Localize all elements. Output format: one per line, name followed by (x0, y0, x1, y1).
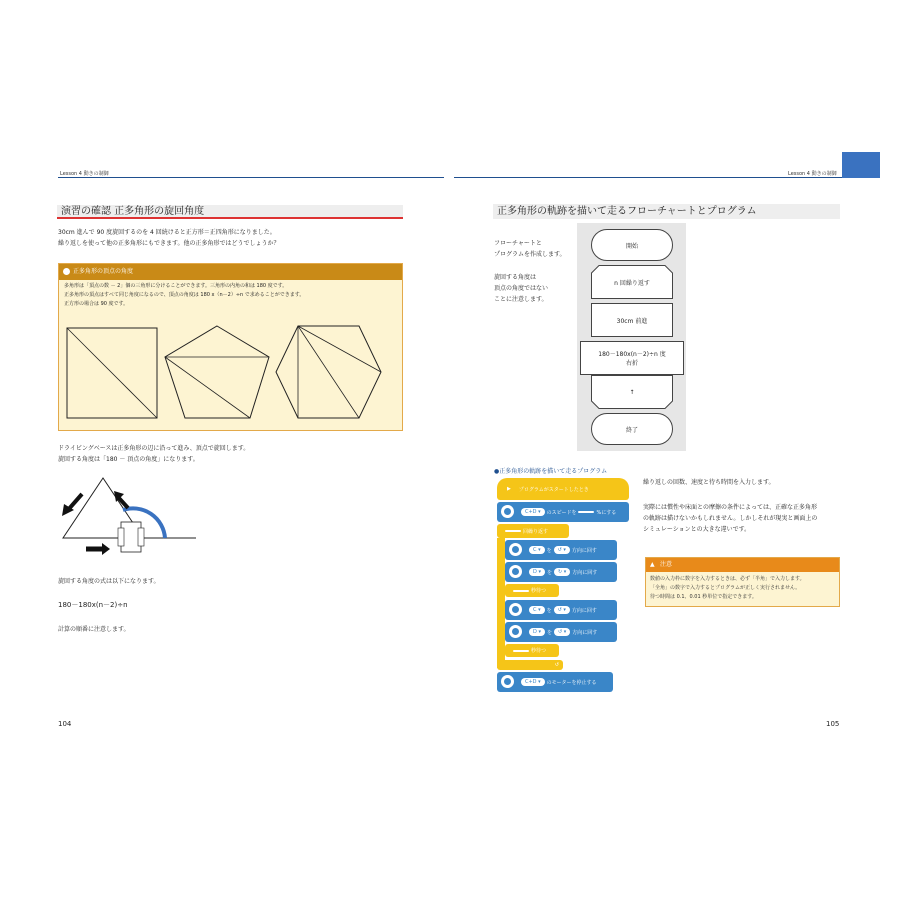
formula-intro: 旋回する角度の式は以下になります。 (58, 578, 160, 585)
turn-angle-diagram (58, 470, 208, 570)
intro-line: 30cm 進んで 90 度旋回するのを 4 回続けると正方形＝正四角形になりました。 (58, 229, 276, 236)
desc-line: 旋回する角度は (494, 274, 537, 281)
wait-block[interactable] (505, 644, 559, 657)
formula: 180－180x(n－2)÷n (58, 601, 128, 609)
start-block-label: プログラムがスタートしたとき (518, 486, 589, 493)
wait-label: 秒待つ (531, 588, 547, 594)
start-block[interactable] (497, 478, 629, 500)
desc-line: ことに注意します。 (494, 296, 548, 303)
flow-loop-end: ↑ (629, 388, 635, 396)
flow-desc-1 (494, 238, 565, 260)
motor-c-run-block[interactable] (505, 600, 617, 620)
warning-icon: ▲ (650, 561, 655, 568)
to-label: を (546, 569, 552, 576)
hexagon-diagram (276, 326, 381, 418)
motor-port-dropdown[interactable]: C ▾ (529, 606, 545, 614)
wait-block[interactable] (505, 584, 559, 597)
reality-line: シミュレーションとの大きな違いです。 (643, 526, 751, 533)
repeat-end (497, 660, 563, 670)
caution-line: 待つ時間は 0.1、0.01 秒単位で指定できます。 (650, 594, 757, 600)
bulb-icon (63, 268, 70, 275)
direction-dropdown[interactable]: ↻ ▾ (554, 568, 570, 576)
right-section-title: 正多角形の軌跡を描いて走るフローチャートとプログラム (493, 204, 840, 219)
speed-unit: %にする (596, 509, 617, 516)
input-instruction: 繰り返しの回数、速度と待ち時間を入力します。 (643, 479, 775, 486)
left-intro (58, 227, 280, 249)
speed-label: のスピードを (546, 509, 577, 516)
dir-label: 方向に回す (572, 629, 598, 636)
flow-desc-2 (494, 272, 548, 305)
wait-input[interactable] (513, 590, 529, 592)
reality-line: の軌跡は描けないかもしれません。しかしそれが現実と画面上の (643, 515, 818, 522)
caution-line: 「全角」の数字で入力するとプログラムが正しく実行されません。 (650, 585, 801, 591)
page-number-left: 104 (58, 720, 72, 728)
note-text (64, 282, 304, 309)
motor-port-dropdown[interactable]: D ▾ (529, 568, 545, 576)
note-line: 正方形の場合は 90 度です。 (64, 301, 129, 307)
polygon-diagrams (59, 314, 404, 432)
caution-line: 数値の入力枠に数字を入力するときは、必ず「半角」で入力します。 (650, 576, 805, 582)
caution-box (645, 557, 840, 607)
flow-loop: n 回繰り返す (614, 279, 650, 287)
loop-arrow-icon: ↺ (554, 662, 559, 668)
motor-wheel-icon (509, 625, 522, 638)
speed-input[interactable] (578, 511, 594, 513)
flow-forward: 30cm 前進 (591, 303, 673, 337)
note-line: 正多角形の頂点はすべて同じ角度になるので、頂点の角度は 180 x（n－2）÷n で求めることができます。 (64, 292, 305, 298)
caution-text (650, 575, 805, 602)
reality-line: 実際には慣性や床面との摩擦の条件によっては、正確な正多角形 (643, 504, 818, 511)
repeat-count-input[interactable] (505, 530, 521, 532)
arrow-icon (62, 494, 82, 516)
flow-turn-line: 右折 (625, 360, 638, 367)
order-note: 計算の順番に注意します。 (58, 626, 130, 633)
motor-d-run-block[interactable] (505, 622, 617, 642)
right-header-label: Lesson 4 動きの制御 (788, 171, 837, 177)
flow-start: 開始 (591, 229, 673, 261)
stop-motor-block[interactable] (497, 672, 613, 692)
right-header-rule (454, 177, 842, 178)
desc-line: 頂点の角度ではない (494, 285, 549, 292)
to-label: を (546, 547, 552, 554)
page-number-right: 105 (826, 720, 840, 728)
motor-wheel-icon (509, 543, 522, 556)
left-header-rule (58, 177, 444, 178)
left-header-label: Lesson 4 動きの制御 (60, 171, 109, 177)
direction-dropdown[interactable]: ↺ ▾ (554, 628, 570, 636)
vertex-angle-note (58, 263, 403, 431)
motor-wheel-icon (509, 603, 522, 616)
desc-line: フローチャートと (494, 240, 542, 247)
stop-label: のモーターを停止する (546, 679, 597, 686)
drive-line: 旋回する角度は「180 － 頂点の角度」になります。 (58, 456, 199, 463)
drive-line: ドライビングベースは正多角形の辺に沿って進み、頂点で旋回します。 (58, 445, 250, 452)
direction-dropdown[interactable]: ↺ ▾ (554, 546, 570, 554)
caution-title-text: 注意 (660, 561, 673, 568)
square-diagram (67, 328, 157, 418)
motor-wheel-icon (501, 675, 514, 688)
to-label: を (546, 629, 552, 636)
dir-label: 方向に回す (572, 569, 598, 576)
flow-end: 終了 (591, 413, 673, 445)
pentagon-diagram (165, 326, 269, 418)
speed-port-dropdown[interactable]: C+D ▾ (521, 508, 545, 516)
repeat-label: 回繰り返す (523, 528, 549, 535)
wait-label: 秒待つ (531, 648, 547, 654)
caution-title (646, 558, 839, 572)
play-icon: ▶ (507, 486, 511, 492)
repeat-loop-bar (497, 538, 505, 668)
intro-line: 繰り返しを使って他の正多角形にもできます。他の正多角形ではどうでしょうか？ (58, 240, 280, 247)
note-title-text: 正多角形の頂点の角度 (73, 268, 134, 275)
set-speed-block[interactable] (497, 502, 629, 522)
motor-wheel-icon (509, 565, 522, 578)
dir-label: 方向に回す (571, 607, 597, 614)
note-line: 多角形は「頂点の数 － 2」個の三角形に分けることができます。三角形の内角の和は 180 度です。 (64, 283, 288, 289)
flow-turn-line: 180－180x(n－2)÷n 度 (598, 351, 666, 358)
flow-turn (580, 341, 684, 375)
direction-dropdown[interactable]: ↺ ▾ (554, 606, 570, 614)
program-blocks (494, 478, 630, 693)
chapter-tab (842, 152, 880, 178)
motor-wheel-icon (501, 505, 514, 518)
drive-text (58, 443, 249, 465)
desc-line: プログラムを作成します。 (494, 251, 566, 258)
stop-port-dropdown[interactable]: C+D ▾ (521, 678, 545, 686)
motor-port-dropdown[interactable]: C ▾ (529, 546, 545, 554)
wait-input[interactable] (513, 650, 529, 652)
note-title (59, 264, 402, 280)
repeat-block[interactable] (497, 524, 569, 538)
reality-text (643, 502, 817, 535)
left-section-title: 演習の確認 正多角形の旋回角度 (57, 205, 403, 219)
program-title: ●正多角形の軌跡を描いて走るプログラム (494, 468, 608, 475)
flowchart (577, 223, 686, 451)
motor-port-dropdown[interactable]: D ▾ (529, 628, 545, 636)
motor-d-run-block[interactable] (505, 562, 617, 582)
arrow-icon (86, 543, 110, 555)
dir-label: 方向に回す (571, 547, 597, 554)
to-label: を (546, 607, 552, 614)
motor-c-run-block[interactable] (505, 540, 617, 560)
